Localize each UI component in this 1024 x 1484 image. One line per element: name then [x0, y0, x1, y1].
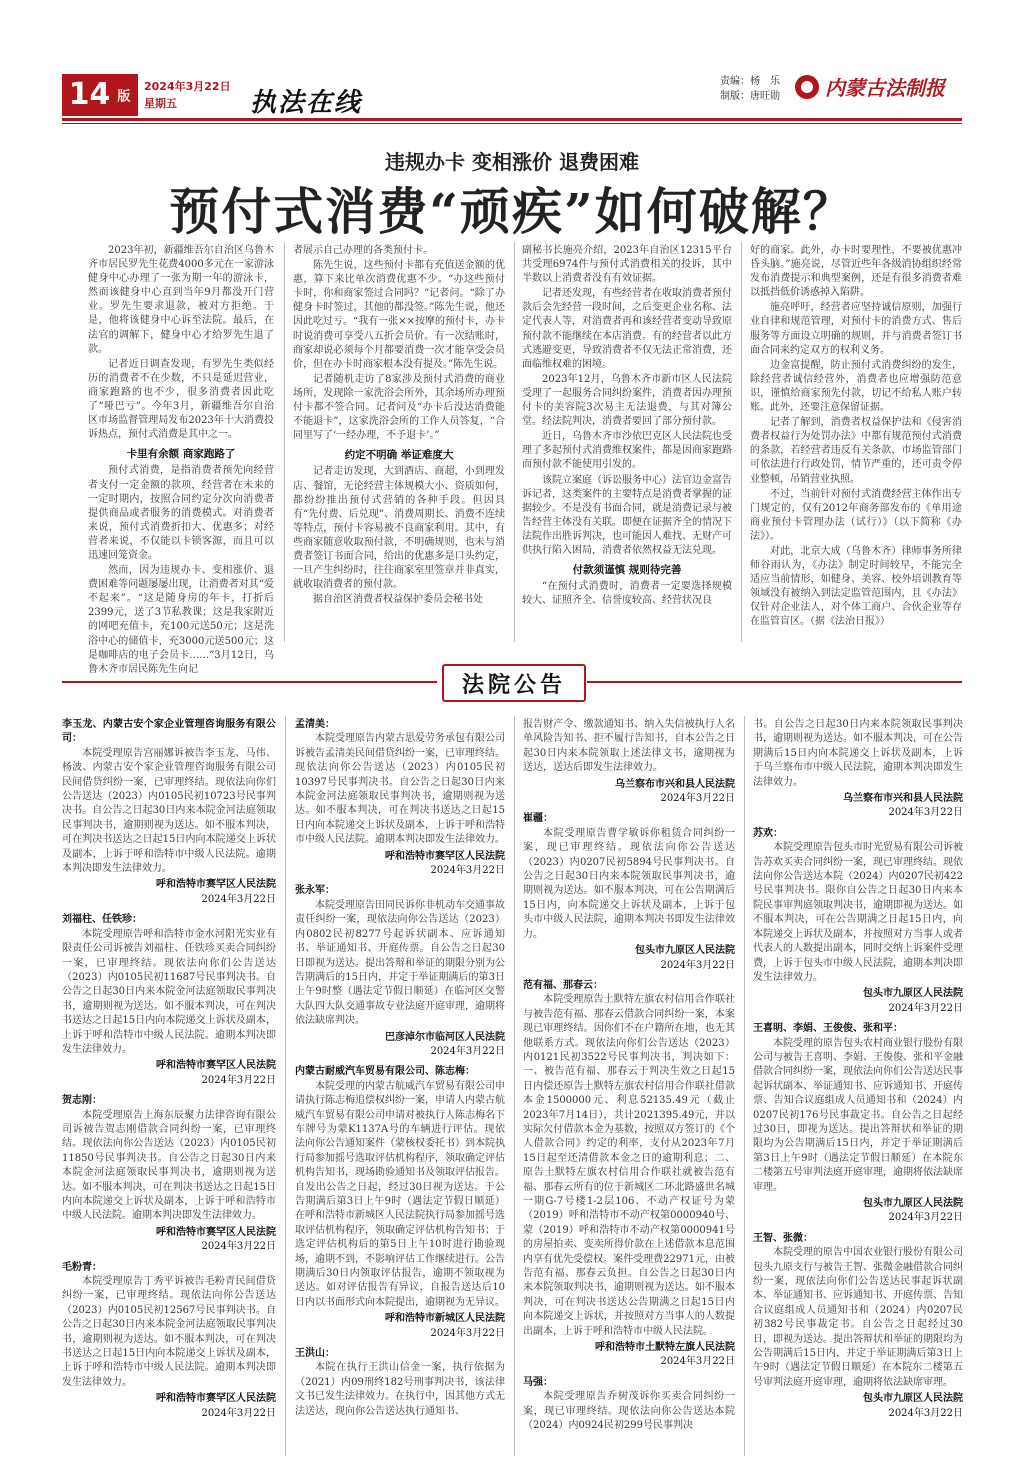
- notice-date: 2024年3月22日: [430, 1045, 505, 1057]
- article-paragraph: 陈先生说，这些预付卡都有充值送金额的优惠，算下来比单次消费优惠不少。“办这些预付卡时，你和商家签过合同吗？”记者问。“除了办健身卡时签过，其他的都没签。”陈先生说，他还因此吃过亏。“我有一张××按摩的预付卡，办卡时说消费可享受八五折会员价。有一次结账时，商家却说必须每个月都要消费一次才能享受会员价，但在办卡时商家根本没有提及。”陈先生说。: [293, 260, 505, 370]
- article-paragraph: 副秘书长施亮介绍，2023年自治区12315平台共受理6974件与预付式消费相关的投诉，其中半数以上消费者没有有效证据。: [522, 245, 732, 285]
- court-notice: [295, 884, 505, 1059]
- court-notice: [62, 913, 276, 1088]
- notice-addressee: 毛粉青：: [62, 1261, 102, 1273]
- logo-emblem-icon: [795, 75, 819, 99]
- article-paragraph: 好的商家。此外，办卡时要理性，不要被优惠冲昏头脑。”施亮说，尽管近些年各级消协组织经常发布消费提示和典型案例，还是有很多消费者难以抵挡低价诱惑掉入陷阱。: [750, 245, 962, 299]
- notice-date: 2024年3月22日: [201, 1407, 276, 1419]
- notice-body: 本院受理原告上海东辰聚力法律咨询有限公司诉被告贺志刚借款合同纠纷一案，已审理终结。现依法向你公告送达（2023）内0105民初11850号民事判决书。自公告之日起30日内来本院金河法庭领取民事判决书，逾期则视为送达。如不服本判决，可在判决书送达之日起15日内向本院递交上诉状及副本，上诉于呼和浩特市中级人民法院。逾期本判决即发生法律效力。: [62, 1109, 276, 1222]
- article-headline: 预付式消费“顽疾”如何破解？: [169, 182, 855, 241]
- notice-body: 本院受理的原告中国农业银行股份有限公司包头九原支行与被告王智、张微金融借款合同纠纷一案，现依法向你们公告送达民事起诉状副本、举证通知书、应诉通知书、开庭传票、告知合议庭组成人员通知书和（2024）内0207民初382号民事裁定书。自公告之日起经过30日，即视为送达。提出答辩状和举证的期限均为公告期满后15日内，并定于举证期满后第3日上午9时（遇法定节假日顺延）在本院东二楼第五号审判法庭开庭审理，逾期将依法缺席审理。: [753, 1247, 963, 1388]
- notice-column-4: [753, 718, 963, 1427]
- article-paragraph: 边金富提醒，防止预付式消费纠纷的发生，除经营者诚信经营外，消费者也应增强防范意识，谨慎给商家预先付款，切记不给私人账户转账。此外，还要注意保留证据。: [750, 359, 962, 414]
- article-paragraph: 2023年初，新疆维吾尔自治区乌鲁木齐市居民罗先生花费4000多元在一家游泳健身中心办理了一张为期一年的游泳卡，然而该健身中心直到当年9月都没开门营业。罗先生要求退款，被对方拒绝。于是，他将该健身中心诉至法院。最后，在法官的调解下，健身中心才给罗先生退了款。: [88, 245, 274, 355]
- notice-court: 包头市九原区人民法院: [863, 1393, 963, 1405]
- header-rule: [62, 118, 962, 121]
- column-divider: [741, 242, 742, 642]
- article-paragraph: 对此，北京大成（乌鲁木齐）律师事务所律师谷雨认为，《办法》制定时间较早，不能完全适应当前情形，如健身、美容、校外培训教育等领域没有被纳入到法定监管范围内，且《办法》仅针对企业法人，对个体工商户、合伙企业等存在监管盲区。（据《法治日报》）: [750, 545, 962, 628]
- column-divider: [744, 716, 745, 1456]
- notice-date: 2024年3月22日: [201, 893, 276, 905]
- court-notice: [62, 1094, 276, 1254]
- notice-addressee: 内蒙古耐威汽车贸易有限公司、陈志梅：: [295, 1066, 475, 1078]
- article-paragraph: 记者走访发现，大到酒店、商超，小到理发店、餐馆，无论经营主体规模大小、资质如何，都纷纷推出预付式营销的各种手段。但因具有“先付费、后兑现”、消费周期长、消费不连续等特点，预付卡容易被不良商家利用。其中，有些商家随意收取预付款，不明确规则，也未与消费者签订书面合同，给出的优惠多是口头约定，一旦产生纠纷时，往往商家室里签章并非真实，就收取消费者的预付款。: [293, 466, 505, 591]
- court-notice: [753, 1022, 963, 1226]
- court-notice: [62, 718, 276, 907]
- notice-body: 本院受理原告丁秀平诉被告毛粉青民间借贷纠纷一案，已审理终结。现依法向你公告送达（2023）内0105民初12567号民事判决书。自公告之日起30日内来本院金河法庭领取民事判决书，逾期则视为送达。如不服本判决，可在判决书送达之日起15日内向本院递交上诉状及副本，上诉于呼和浩特市中级人民法院。逾期本判决即发生法律效力。: [62, 1276, 276, 1388]
- notice-court: 呼和浩特市赛罕区人民法院: [385, 850, 505, 862]
- notice-body: 本院受理原告田同民诉你非机动车交通事故责任纠纷一案，现依法向你公告送达（2023）内0802民初8277号起诉状副本、应诉通知书、举证通知书、开庭传票。自公告之日起30日即视为送达。提出答辩和举证的期限分别为公告期满后的15日内，并定于举证期满后的第3日上午9时整（遇法定节假日顺延）在临河区交警大队四大队交通事故专业法庭开庭审理，逾期将依法缺席判决。: [295, 899, 505, 1027]
- article-column-2: [293, 244, 505, 608]
- article-paragraph: 记者还发现，有些经营者在收取消费者预付款后会先经营一段时间，之后变更企业名称、法定代表人等，对消费者再和该经营者变动导致原预付款不能继续在本店消费。有的经营者以此方式逃避变更，导致消费者不仅无法正常消费，还面临维权难的困境。: [522, 288, 732, 370]
- notice-date: 2024年3月22日: [888, 1407, 963, 1419]
- notice-addressee: 苏欢：: [753, 827, 783, 839]
- notice-court: 呼和浩特市赛罕区人民法院: [156, 879, 276, 891]
- notice-date: 2024年3月22日: [888, 807, 963, 819]
- notice-body: 本院受理原告呼和浩特市金水河阳光实业有限责任公司诉被告刘福柱、任铁珍买卖合同纠纷一案，已审理终结。现依法向你们公告送达（2023）内0105民初11687号民事判决书。自公告之日起30日内来本院金河法庭领取民事判决书，逾期则视为送达。如不服本判决，可在判决书送达之日起15日内向本院递交上诉状及副本，上诉于呼和浩特市中级人民法院。逾期本判决即发生法律效力。: [62, 928, 276, 1055]
- court-notice: [295, 1347, 505, 1419]
- banner-rule-right: [587, 681, 962, 683]
- notice-court: 乌兰察布市兴和县人民法院: [615, 778, 735, 790]
- column-divider: [284, 242, 285, 642]
- notice-section-title: 法院公告: [442, 664, 586, 702]
- page-number: 14: [68, 77, 111, 112]
- notice-addressee: 贺志刚：: [62, 1095, 102, 1107]
- notice-column-2: [295, 718, 505, 1425]
- banner-rule-left: [62, 681, 437, 683]
- notice-body: 本院受理原告土默特左旗农村信用合作联社与被告范有福、那春云借款合同纠纷一案，本案现已审理终结。因你们不在户籍所在地，也无其他联系方式。现依法向你们公告送达（2023）内0121民初3522号民事判决书，判决如下：一、被告范有福、那春云于判决生效之日起15日内偿还原告土默特左旗农村信用合作联社借款本金1500000元、利息52135.49元（截止2023年7月14日），共计2021395.49元，并以实际欠付借款本金为基数，按照双方签订的《个人借款合同》约定的利率，支付从2023年7月15日起至还清借款本金之日的逾期利息；二、原告土默特左旗农村信用合作联社就被告范有福、那春云所有的位于新城区二环北路盛世名城一期G-7号楼1-2层106、不动产权证号为蒙（2019）呼和浩特市不动产权第0000940号、蒙（2019）呼和浩特市不动产权第0000941号的房屋拍卖、变卖所得价款在上述借款本息范围内享有优先受偿权。案件受理费22971元，由被告范有福、那春云负担。自公告之日起30日内来本院领取判决书，逾期则视为送达。如不服本判决，可在判决书送达公告期满之日起15日内向本院递交上诉状，并按照对方当事人的人数提出副本，上诉于呼和浩特市中级人民法院。: [523, 994, 735, 1337]
- notice-body: 本院受理的内蒙古航威汽车贸易有限公司申请执行陈志梅追偿权纠纷一案，申请人内蒙古航威汽车贸易有限公司申请对被执行人陈志梅名下车牌号为蒙K1137A号的车辆进行评估。现依法向你公告通知案件（蒙核权委托书）到本院执行局参加摇号选取评估机构程序，领取确定评估机构告知书，现场勘验通知书及领取评估报告。自发出公告之日起，经过30日视为送达。于公告期满后第3日上午9时（遇法定节假日顺延）在呼和浩特市新城区人民法院执行局参加摇号选取评估机构程序，领取确定评估机构告知书；于选定评估机构后的第5日上午10时进行勘验现场，逾期不到，不影响评估工作继续进行。公告期满后30日内领取评估报告，逾期不领取视为送达。如对评估报告有异议，自报告送达后10日内以书面形式向本院提出，逾期视为无异议。: [295, 1080, 505, 1308]
- notice-date: 2024年3月22日: [888, 1212, 963, 1224]
- notice-body: 本院受理原告曹学敏诉你租赁合同纠纷一案，现已审理终结。现依法向你公告送达（2023）内0207民初5894号民事判决书。自公告之日起30日内来本院领取民事判决书，逾期则视为送达。如不服本判决，可在公告期满后15日内，向本院递交上诉状及副本，上诉于包头市中级人民法院，逾期本判决书即发生法律效力。: [523, 827, 735, 940]
- notice-date: 2024年3月22日: [430, 865, 505, 877]
- article-paragraph: “在预付式消费时，消费者一定要选择规模较大、证照齐全、信誉度较高、经营状况良: [522, 581, 732, 607]
- notice-court: 包头市九原区人民法院: [635, 945, 735, 957]
- article-subheading: 卡里有余额 商家跑路了: [126, 448, 236, 461]
- article-paragraph: 2023年12月，乌鲁木齐市新市区人民法院受理了一起服务合同纠纷案件，消费者因办理预付卡的美容院3次易主无法退费，与其对簿公堂。经法院判决，消费者要回了部分预付款。: [522, 373, 732, 428]
- article-paragraph: 预付式消费，是指消费者预先向经营者支付一定金额的款项，经营者在未来的一定时期内，按照合同约定分次向消费者提供商品或者服务的消费模式。对消费者来说，预付式消费折扣大、优惠多；对经营者来说，不仅能以卡锁客源，而且可以迅速回笼资金。: [88, 465, 274, 561]
- notice-date: 2024年3月22日: [660, 793, 735, 805]
- notice-addressee: 刘福柱、任铁珍：: [62, 914, 142, 926]
- court-notice: [523, 1376, 735, 1434]
- article-paragraph: 施亮呼吁，经营者应坚持诚信原则，加强行业自律和规范管理，对预付卡的消费方式、售后服务等方面设立明确的规则，并与消费者签订书面合同来约定双方的权利义务。: [750, 302, 962, 356]
- court-notice: [62, 1261, 276, 1421]
- notice-body: 本院在执行王洪山信金一案，执行依据为（2021）内09刑终182号刑事判决书，该法律文书已发生法律效力。在执行中，因其他方式无法送达，现向你公告送达执行通知书、: [295, 1362, 505, 1417]
- article-paragraph: 近日，乌鲁木齐市沙依巴克区人民法院也受理了多起预付式消费维权案件，都是因商家跑路而预付款不能使用引发的。: [522, 431, 732, 471]
- article-paragraph: 者展示自己办理的各类预付卡。: [293, 245, 433, 256]
- newspaper-name: 内蒙古法制报: [825, 76, 945, 100]
- newspaper-logo: [795, 72, 945, 101]
- notice-court: 包头市九原区人民法院: [863, 1198, 963, 1209]
- article-column-3: [522, 244, 732, 609]
- notice-court: 巴彦淖尔市临河区人民法院: [385, 1031, 505, 1043]
- notice-court: 呼和浩特市土默特左旗人民法院: [595, 1342, 735, 1354]
- notice-column-3: [523, 718, 735, 1440]
- article-subheading: 付款须谨慎 规则待完善: [572, 564, 682, 577]
- notice-addressee: 范有福、那春云：: [523, 979, 603, 991]
- issue-date-block: [144, 78, 231, 112]
- header-rule-thin: [62, 123, 962, 124]
- column-divider: [514, 716, 515, 1456]
- notice-date: 2024年3月22日: [660, 1356, 735, 1368]
- notice-body: 书。自公告之日起30日内来本院领取民事判决书，逾期则视为送达。如不服本判决，可在公告期满后15日内向本院递交上诉状及副本，上诉于乌兰察布市中级人民法院，逾期本判决即发生法律效力。: [753, 719, 963, 788]
- designer-name: 制版：唐旺勋: [720, 91, 780, 102]
- article-column-1: [88, 244, 274, 678]
- court-notice: [295, 1065, 505, 1341]
- court-notice: [523, 979, 735, 1370]
- court-notice: [753, 1232, 963, 1421]
- notice-court: 呼和浩特市赛罕区人民法院: [156, 1393, 276, 1405]
- court-notice: [753, 827, 963, 1016]
- notice-column-1: [62, 718, 276, 1427]
- article-paragraph: 然而，因为违规办卡、变相涨价、退费困难等问题屡屡出现，让消费者对其“爱不起来”。“这是随身房的年卡，打折后2399元，送了3节私教课；这是我家附近的网吧充值卡，充100元送50元；这是洗浴中心的储值卡，充3000元送500元；这是咖啡店的电子会员卡……”3月12日，乌鲁木齐市居民陈先生向记: [88, 565, 274, 675]
- editor-credits: [720, 74, 780, 104]
- notice-addressee: 孟清美：: [295, 719, 335, 730]
- article-subheading: 约定不明确 举证难度大: [344, 449, 454, 462]
- editor-name: 责编：杨 乐: [720, 76, 780, 87]
- article-paragraph: 记者随机走访了8家涉及预付式消费的商业场所，发现除一家洗浴会所外，其余场所办理预付卡都不签合同。记者问及“办卡后没达消费能不能退卡”，这家洗浴会所的工作人员答复，“合同里写了‘一经办理，不予退卡’。”: [293, 373, 505, 442]
- issue-weekday: 星期五: [144, 97, 177, 110]
- notice-body: 本院受理原告内蒙古思爱劳务承包有限公司诉被告孟清美民间借贷纠纷一案，已审理终结。现依法向你公告送达（2023）内0105民初10397号民事判决书。自公告之日起30日内来本院金河法庭领取民事判决书，逾期则视为送达。如不服本判决，可在判决书送达之日起15日内向本院递交上诉状及副本，上诉于呼和浩特市中级人民法院。逾期本判决即发生法律效力。: [295, 733, 505, 846]
- court-notice: [753, 718, 963, 821]
- column-divider: [514, 242, 515, 642]
- notice-body: 本院受理原告乔树茂诉你买卖合同纠纷一案，现已审理终结。现依法向你公告送达本院（2024）内0924民初299号民事判决: [523, 1391, 735, 1432]
- notice-date: 2024年3月22日: [201, 1241, 276, 1253]
- court-notice: [523, 812, 735, 972]
- notice-addressee: 王智、张微：: [753, 1232, 813, 1244]
- notice-body: 报告财产令、缴款通知书、纳入失信被执行人名单风险告知书、拒不履行告知书，自本公告之日起30日内来本院领取上述法律文书，逾期视为送达，送达后即发生法律效力。: [523, 719, 735, 774]
- article-paragraph: 不过，当前针对预付式消费经营主体作出专门规定的，仅有2012年商务部发布的《单用途商业预付卡管理办法（试行）》（以下简称《办法》）。: [750, 488, 962, 542]
- article-subtitle: 违规办卡 变相涨价 退费困难: [385, 150, 639, 174]
- court-notice: [523, 718, 735, 806]
- court-notice: [295, 718, 505, 878]
- article-paragraph: 据自治区消费者权益保护委员会秘书处: [313, 594, 483, 606]
- page-number-badge: [62, 74, 138, 116]
- notice-addressee: 王洪山：: [295, 1348, 335, 1360]
- notice-date: 2024年3月22日: [430, 1327, 505, 1339]
- article-paragraph: 该院立案庭（诉讼服务中心）法官边金富告诉记者，这类案件的主要特点是消费者掌握的证据较少。不是没有书面合同，就是消费记录与被告经营主体没有关联。即便在证据齐全的情况下法院作出胜诉判决，也可能因人难找、无财产可供执行陷入困局，消费者依然权益无法兑现。: [522, 474, 732, 556]
- section-title: 执法在线: [250, 88, 363, 118]
- notice-date: 2024年3月22日: [201, 1074, 276, 1086]
- article-column-4: [750, 244, 962, 631]
- notice-court: 呼和浩特市赛罕区人民法院: [156, 1226, 276, 1238]
- notice-addressee: 马强：: [523, 1376, 553, 1388]
- column-divider: [285, 716, 286, 1456]
- notice-body: 本院受理原告包头市时光贸易有限公司诉被告苏欢买卖合同纠纷一案，现已审理终结。现依法向你公告送达本院（2024）内0207民初422号民事判决书。限你自公告之日起30日内来本院民事审判庭领取判决书，逾期即视为送达。如不服本判决，可在公告期满之日起15日内，向本院递交上诉状及副本，并按照对方当事人或者代表人的人数提出副本，同时交纳上诉案件受理费，上诉于包头市中级人民法院，逾期本判决即发生法律效力。: [753, 842, 963, 983]
- notice-court: 呼和浩特市赛罕区人民法院: [156, 1060, 276, 1072]
- notice-addressee: 张永军：: [295, 885, 335, 897]
- article-paragraph: 记者了解到，消费者权益保护法和《侵害消费者权益行为处罚办法》中都有规范预付式消费的条款，若经营者违反有关条款，市场监管部门可依法进行行政处罚，情节严重的，还可责令停业整顿，吊销营业执照。: [750, 417, 962, 485]
- notice-body: 本院受理的原告包头农村商业银行股份有限公司与被告王喜明、李娟、王俊俊、张和平金融借款合同纠纷一案，现依法向你们公告送达民事起诉状副本、举证通知书、应诉通知书、开庭传票、告知合议庭组成人员通知书和（2024）内0207民初176号民事裁定书。自公告之日起经过30日，即视为送达。提出答辩状和举证的期限均为公告期满后15日内，并定于举证期满后第3日上午9时（遇法定节假日顺延）在本院东二楼第五号审判法庭开庭审理，逾期将依法缺席审理。: [753, 1037, 963, 1193]
- notice-court: 乌兰察布市兴和县人民法院: [843, 793, 963, 805]
- notice-body: 本院受理原告宫丽娜诉被告李玉龙、马伟、杨波、内蒙古安个家企业管理咨询服务有限公司民间借贷纠纷一案，已审理终结。现依法向你们公告送达（2023）内0105民初10723号民事判决书。自公告之日起30日内来本院金河法庭领取民事判决书，逾期则视为送达。如不服本判决，可在判决书送达之日起15日内向本院递交上诉状及副本，上诉于呼和浩特市中级人民法院。逾期本判决即发生法律效力。: [62, 747, 276, 875]
- notice-date: 2024年3月22日: [660, 959, 735, 971]
- notice-court: 包头市九原区人民法院: [863, 988, 963, 1000]
- notice-addressee: 王喜明、李娟、王俊俊、张和平：: [753, 1023, 903, 1035]
- notice-date: 2024年3月22日: [888, 1002, 963, 1014]
- issue-date: 2024年3月22日: [144, 80, 231, 93]
- notice-addressee: 李玉龙、内蒙古安个家企业管理咨询服务有限公司：: [62, 719, 276, 745]
- notice-court: 呼和浩特市新城区人民法院: [385, 1313, 505, 1325]
- page-suffix: 版: [114, 88, 130, 102]
- notice-addressee: 崔疆：: [523, 813, 553, 825]
- article-paragraph: 记者近日调查发现，有罗先生类似经历的消费者不在少数，不只是延迟营业，商家跑路的也不少，很多消费者因此吃了“哑巴亏”。今年3月，新疆维吾尔自治区市场监督管理局发布2023年十大消费投诉热点，预付式消费是其中之一。: [88, 358, 274, 441]
